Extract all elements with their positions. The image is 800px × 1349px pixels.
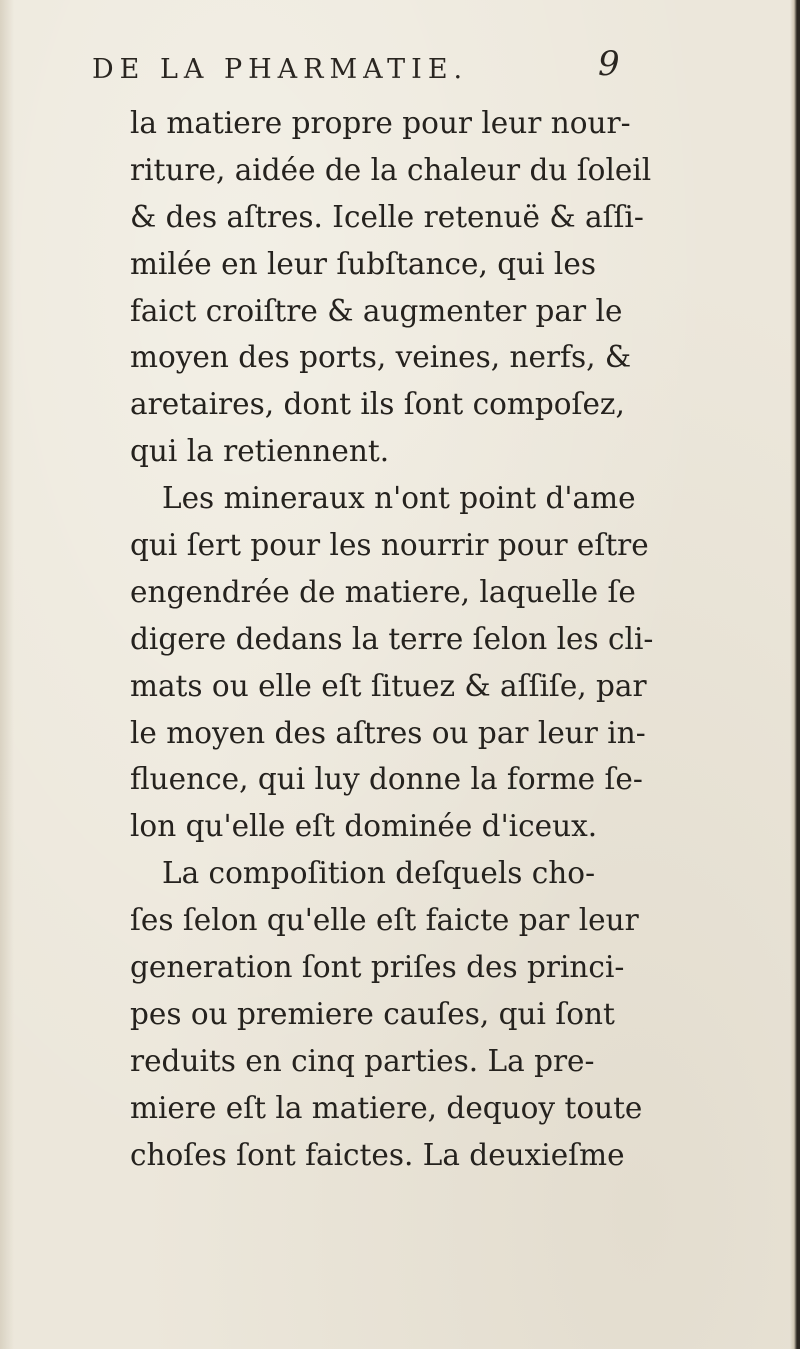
running-head [92,44,652,94]
text-line: choſes ſont faictes. La deuxieſme [130,1137,625,1172]
text-line: reduits en cinq parties. La pre- [130,1043,595,1078]
page-number: 9 [598,44,620,84]
text-line: pes ou premiere cauſes, qui ſont [130,996,615,1031]
text-line: mats ou elle eſt ſituez & aſſiſe, par [130,668,647,703]
text-line: qui la retiennent. [130,434,390,469]
text-line: engendrée de matiere, laquelle ſe [130,574,636,609]
paragraph-start-line: Les mineraux n'ont point d'ame [162,481,636,516]
text-line: qui ſert pour les nourrir pour eſtre [130,528,649,563]
text-line: digere dedans la terre ſelon les cli- [130,621,654,656]
text-line: le moyen des aſtres ou par leur in- [130,715,646,750]
page-edge [790,0,800,1349]
text-line: ſes ſelon qu'elle eſt faicte par leur [130,903,639,938]
text-line: la matiere propre pour leur nour- [130,106,631,140]
running-head-title: DE LA PHARMATIE. [92,54,469,85]
text-line: & des aſtres. Icelle retenuë & aſſi- [130,199,644,234]
text-line: milée en leur ſubſtance, qui les [130,246,596,281]
text-line: fluence, qui luy donne la forme ſe- [130,762,643,797]
text-line: faict croiſtre & augmenter par le [130,293,623,328]
page-gutter-shadow [0,0,14,1349]
paragraph-start-line: La compoſition deſquels cho- [162,856,596,891]
body-text [130,100,675,1178]
text-line: moyen des ports, veines, nerfs, & [130,340,632,375]
text-line: aretaires, dont ils ſont compoſez, [130,387,625,422]
text-line: lon qu'elle eſt dominée d'iceux. [130,809,598,844]
text-line: generation ſont priſes des princi- [130,950,625,985]
text-line: miere eſt la matiere, dequoy toute [130,1090,643,1125]
text-line: riture, aidée de la chaleur du ſoleil [130,152,652,187]
